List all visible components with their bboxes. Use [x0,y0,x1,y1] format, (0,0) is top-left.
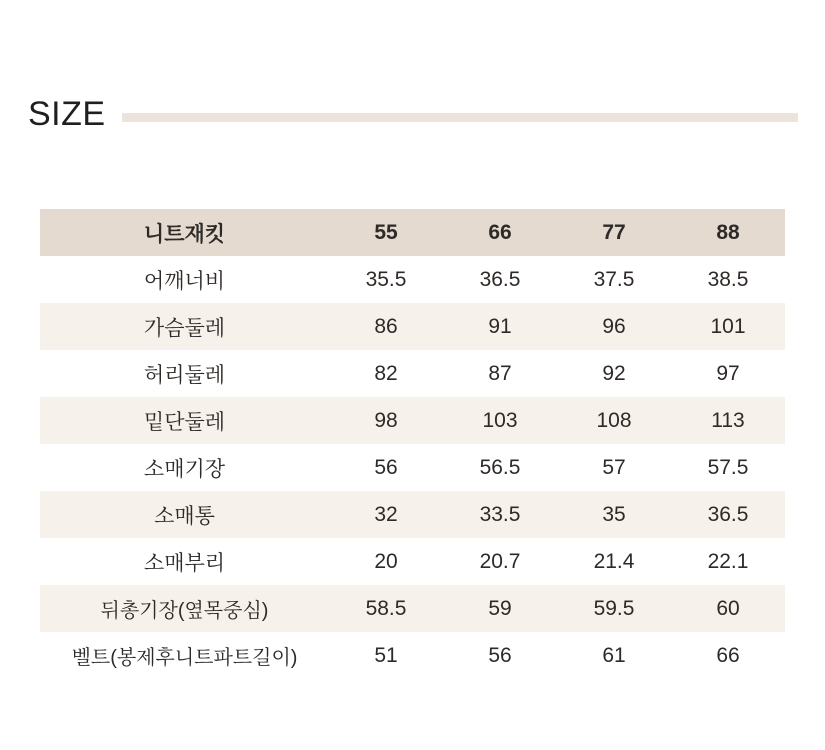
size-table [40,209,785,679]
column-header-size-88: 88 [671,209,785,256]
table-cell: 35.5 [329,256,443,303]
section-heading [28,92,798,136]
table-row [40,397,785,444]
table-cell: 92 [557,350,671,397]
table-cell: 20 [329,538,443,585]
table-cell: 101 [671,303,785,350]
row-label: 소매통 [40,491,329,538]
table-cell: 113 [671,397,785,444]
table-row [40,538,785,585]
table-cell: 57.5 [671,444,785,491]
table-row [40,585,785,632]
table-cell: 38.5 [671,256,785,303]
table-cell: 66 [671,632,785,679]
table-cell: 36.5 [671,491,785,538]
page-title: SIZE [28,95,106,133]
table-cell: 59 [443,585,557,632]
row-label: 소매부리 [40,538,329,585]
table-row [40,444,785,491]
table-row [40,303,785,350]
heading-divider [122,113,798,122]
table-cell: 36.5 [443,256,557,303]
table-cell: 108 [557,397,671,444]
table-cell: 87 [443,350,557,397]
column-header-size-55: 55 [329,209,443,256]
size-table-container [40,209,785,679]
table-cell: 57 [557,444,671,491]
row-label: 가슴둘레 [40,303,329,350]
table-header [40,209,785,256]
table-header-row [40,209,785,256]
table-cell: 56 [329,444,443,491]
table-cell: 37.5 [557,256,671,303]
table-row [40,256,785,303]
table-cell: 32 [329,491,443,538]
table-cell: 51 [329,632,443,679]
column-header-item: 니트재킷 [40,209,329,256]
table-cell: 86 [329,303,443,350]
table-cell: 56.5 [443,444,557,491]
row-label: 소매기장 [40,444,329,491]
table-cell: 59.5 [557,585,671,632]
row-label: 벨트(봉제후니트파트길이) [40,632,329,679]
table-body [40,256,785,679]
table-cell: 97 [671,350,785,397]
table-row [40,350,785,397]
column-header-size-66: 66 [443,209,557,256]
row-label: 밑단둘레 [40,397,329,444]
table-row [40,491,785,538]
table-cell: 91 [443,303,557,350]
row-label: 어깨너비 [40,256,329,303]
table-cell: 103 [443,397,557,444]
table-cell: 58.5 [329,585,443,632]
table-cell: 56 [443,632,557,679]
table-cell: 22.1 [671,538,785,585]
table-cell: 21.4 [557,538,671,585]
table-cell: 61 [557,632,671,679]
table-row [40,632,785,679]
table-cell: 20.7 [443,538,557,585]
column-header-size-77: 77 [557,209,671,256]
table-cell: 33.5 [443,491,557,538]
row-label: 뒤총기장(옆목중심) [40,585,329,632]
table-cell: 82 [329,350,443,397]
table-cell: 98 [329,397,443,444]
table-cell: 96 [557,303,671,350]
table-cell: 60 [671,585,785,632]
table-cell: 35 [557,491,671,538]
row-label: 허리둘레 [40,350,329,397]
